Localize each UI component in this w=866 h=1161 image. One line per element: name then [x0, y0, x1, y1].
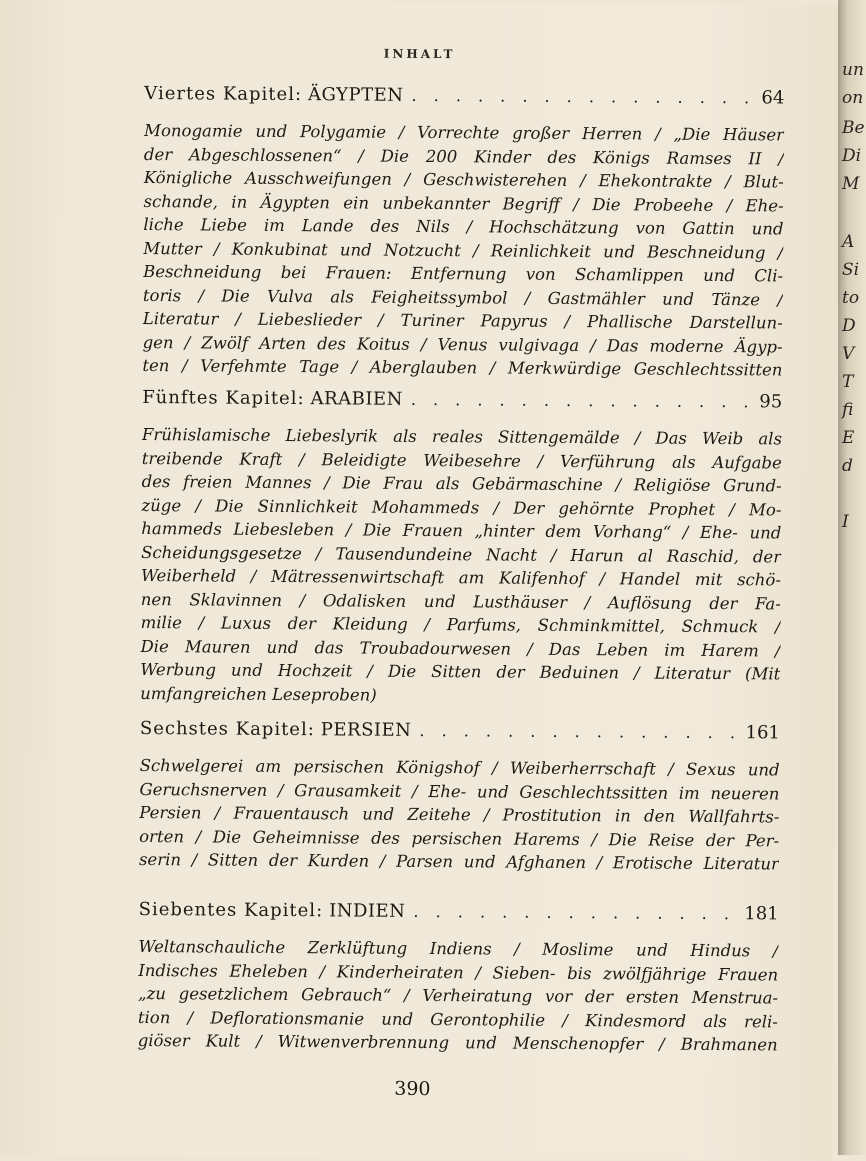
chapter-heading: [140, 718, 780, 750]
facing-page-edge: [838, 0, 866, 1155]
facing-page-fragment: I: [842, 512, 849, 532]
chapter-heading: [139, 899, 779, 931]
summary-line: ten / Verfehmte Tage / Aberglauben / Merkwürdige Geschlechtssitten: [142, 356, 783, 380]
summary-line: Scheidungsgesetze / Tausendundeine Nacht / Harun al Raschid, der: [141, 542, 782, 566]
chapter-label: Fünftes Kapitel:: [142, 387, 305, 410]
summary-line: orten / Die Geheimnisse des persischen Harems / Die Reise der Per-: [139, 826, 780, 850]
summary-line: nen Sklavinnen / Odalisken und Lusthäuser / Auflösung der Fa-: [140, 589, 781, 613]
summary-line: serin / Sitten der Kurden / Parsen und Afghanen / Erotische Literatur: [138, 849, 780, 874]
summary-line: Mutter / Konkubinat und Notzucht / Reinlichkeit und Beschneidung /: [143, 238, 784, 262]
chapter-6: [139, 718, 780, 876]
summary-line: Persien / Frauentausch und Zeitehe / Prostitution in den Wallfahrts-: [139, 802, 780, 827]
summary-line: Werbung und Hochzeit / Die Sitten der Beduinen / Literatur (Mit: [140, 659, 781, 684]
summary-line: umfangreichen Leseproben): [140, 683, 377, 705]
chapter-title: INDIEN: [329, 900, 406, 922]
chapter-heading: [142, 387, 782, 419]
page-number: 390: [394, 1077, 431, 1101]
facing-page-fragment: E: [842, 428, 855, 448]
summary-line: Literatur / Liebeslieder / Turiner Papyrus / Phallische Darstellun-: [142, 309, 783, 333]
summary-line: „zu gesetzlichem Gebrauch“ / Verheiratung vor der ersten Menstrua-: [138, 983, 779, 1008]
chapter-4: [142, 83, 784, 382]
chapter-page-number: 181: [744, 903, 779, 925]
summary-line: Königliche Ausschweifungen / Geschwisterehen / Ehekontrakte / Blut-: [143, 168, 784, 192]
summary-line: gen / Zwölf Arten des Koitus / Venus vulgivaga / Das moderne Ägyp-: [142, 332, 783, 356]
chapter-summary: [138, 935, 779, 1057]
facing-page-fragment: fi: [842, 400, 854, 420]
facing-page-fragment: Si: [842, 260, 860, 280]
chapter-page-number: 95: [759, 391, 783, 413]
summary-line: treibende Kraft / Beleidigte Weibesehre / Verführung als Aufgabe: [141, 448, 782, 472]
chapter-label: Siebentes Kapitel:: [138, 898, 324, 922]
summary-line: Indisches Eheleben / Kinderheiraten / Sieben- bis zwölfjährige Frauen: [138, 960, 779, 984]
chapter-5: [140, 387, 782, 709]
leader-dots: [411, 86, 753, 107]
summary-line: Frühislamische Liebeslyrik als reales Sittengemälde / Das Weib als: [141, 425, 783, 449]
leader-dots: [419, 721, 737, 742]
facing-page-fragment: d: [842, 456, 853, 476]
facing-page-fragment: to: [842, 288, 860, 308]
summary-line: Weiberheld / Mätressenwirtschaft am Kalifenhof / Handel mit schö-: [140, 565, 782, 590]
summary-line: Beschneidung bei Frauen: Entfernung von Schamlippen und Cli-: [143, 262, 784, 286]
summary-line: giöser Kult / Witwenverbrennung und Menschenopfer / Brahmanen: [137, 1030, 778, 1055]
summary-line: züge / Die Sinnlichkeit Mohammeds / Der gehörnte Prophet / Mo-: [141, 495, 782, 519]
facing-page-fragment: D: [842, 316, 856, 336]
running-header: INHALT: [383, 46, 456, 62]
facing-page-fragment: un: [842, 60, 864, 80]
summary-line: Monogamie und Polygamie / Vorrechte großer Herren / „Die Häuser: [144, 121, 785, 145]
summary-line: toris / Die Vulva als Feigheitssymbol / Gastmähler und Tänze /: [142, 285, 783, 309]
summary-line: tion / Deflorationsmanie und Gerontophilie / Kindesmord als reli-: [137, 1007, 778, 1031]
summary-line: Schwelgerei am persischen Königshof / Weiberherrschaft / Sexus und: [139, 755, 780, 780]
chapter-title: PERSIEN: [320, 719, 412, 741]
chapter-7: [138, 899, 779, 1057]
chapter-summary: [139, 754, 780, 876]
chapter-page-number: 161: [745, 722, 780, 744]
summary-line: Weltanschauliche Zerklüftung Indiens / Moslime und Hindus /: [138, 936, 779, 961]
chapter-summary: [142, 119, 784, 382]
facing-page-fragment: M: [842, 174, 860, 194]
summary-line: milie / Luxus der Kleidung / Parfums, Schminkmittel, Schmuck /: [140, 612, 781, 637]
chapter-summary: [140, 423, 782, 709]
chapter-page-number: 64: [761, 87, 785, 109]
summary-line: Geruchsnerven / Grausamkeit / Ehe- und Geschlechtssitten im neueren: [139, 779, 780, 803]
facing-page-fragment: Be: [842, 118, 865, 138]
summary-line: des freien Mannes / Die Frau als Gebärmaschine / Religiöse Grund-: [141, 472, 782, 496]
facing-page-fragment: Di: [842, 146, 862, 166]
facing-page-fragment: on: [842, 88, 864, 108]
chapter-title: ARABIEN: [310, 388, 403, 410]
facing-page-fragment: T: [842, 372, 854, 392]
facing-page-fragment: A: [842, 232, 855, 252]
facing-page-fragment: V: [842, 344, 855, 364]
chapter-label: Viertes Kapitel:: [144, 83, 303, 106]
summary-line: liche Liebe im Lande des Nils / Hochschätzung von Gattin und: [143, 215, 784, 239]
leader-dots: [413, 902, 736, 923]
summary-line: Die Mauren und das Troubadourwesen / Das Leben im Harem /: [140, 636, 781, 660]
summary-line: hammeds Liebesleben / Die Frauen „hinter dem Vorhang“ / Ehe- und: [141, 518, 782, 543]
summary-line: schande, in Ägypten ein unbekannter Begriff / Die Probeehe / Ehe-: [143, 191, 784, 215]
summary-line: der Abgeschlossenen“ / Die 200 Kinder des Königs Ramses II /: [143, 144, 784, 168]
chapter-label: Sechstes Kapitel:: [139, 717, 315, 741]
chapter-title: ÄGYPTEN: [307, 84, 404, 106]
chapter-heading: [144, 83, 784, 115]
leader-dots: [411, 390, 752, 411]
